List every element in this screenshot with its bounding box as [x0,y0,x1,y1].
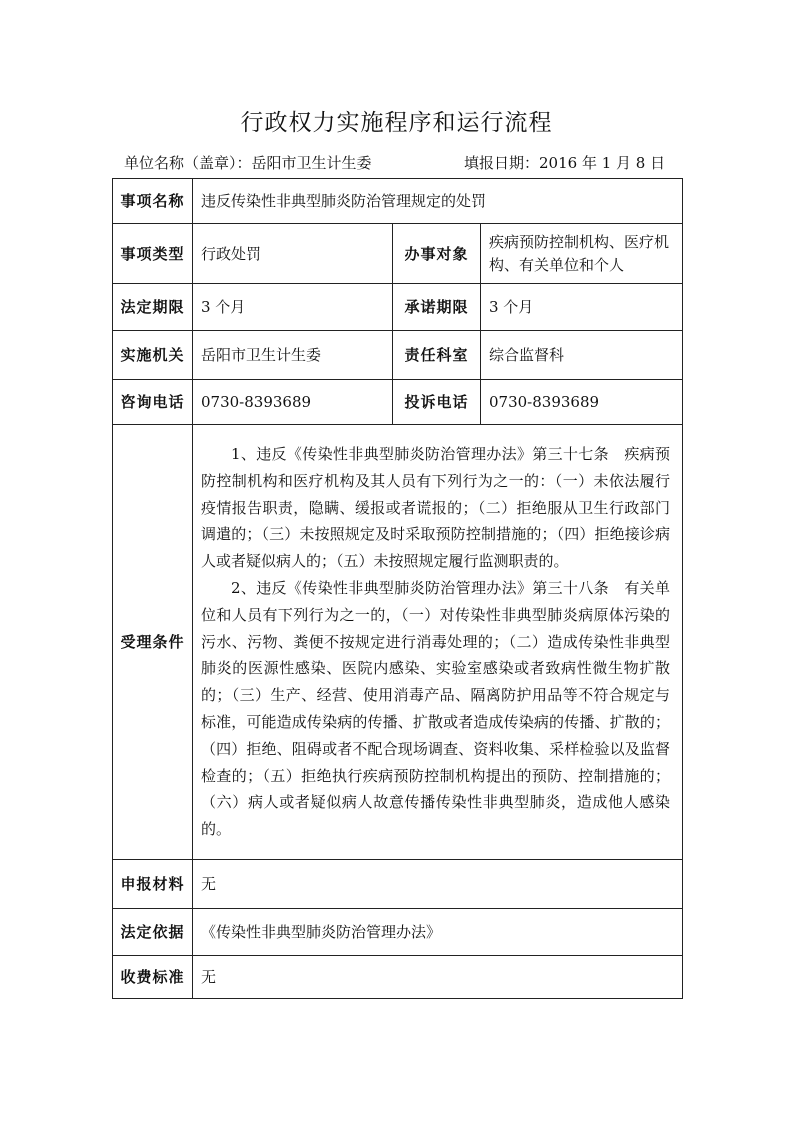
table-row [113,331,683,380]
unit-name: 单位名称（盖章）：岳阳市卫生计生委 [124,154,372,172]
item-name-label: 事项名称 [113,179,193,224]
materials-label: 申报材料 [113,859,193,908]
promised-period-label: 承诺期限 [393,284,481,331]
target-value: 疾病预防控制机构、医疗机构、有关单位和个人 [481,224,683,284]
consult-phone-label: 咨询电话 [113,380,193,425]
fee-standard-value: 无 [193,955,683,998]
item-type-label: 事项类型 [113,224,193,284]
agency-value: 岳阳市卫生计生委 [193,331,393,380]
item-type-value: 行政处罚 [193,224,393,284]
document-title: 行政权力实施程序和运行流程 [240,110,553,136]
department-label: 责任科室 [393,331,481,380]
fee-standard-label: 收费标准 [113,955,193,998]
materials-value: 无 [193,859,683,908]
table-row [113,380,683,425]
table-row [113,224,683,284]
item-name-value: 违反传染性非典型肺炎防治管理规定的处罚 [193,179,683,224]
table-row [113,859,683,908]
table-row [113,284,683,331]
header-info [124,152,684,172]
promised-period-value: 3 个月 [481,284,683,331]
table-row [113,179,683,224]
table-row [113,955,683,998]
conditions-paragraph: 2、违反《传染性非典型肺炎防治管理办法》第三十八条 有关单位和人员有下列行为之一的，（一）对传染性非典型肺炎病原体污染的污水、污物、粪便不按规定进行消毒处理的；（二）造成传染性非典型肺炎的医源性感染、医院内感染、实验室感染或者致病性微生物扩散的；（三）生产、经营、使用消毒产品、隔离防护用品等不符合规定与标准，可能造成传染病的传播、扩散或者造成传染病的传播、扩散的；（四）拒绝、阻碍或者不配合现场调查、资料收集、采样检验以及监督检查的；（五）拒绝执行疾病预防控制机构提出的预防、控制措施的；（六）病人或者疑似病人故意传播传染性非典型肺炎，造成他人感染的。 [201,578,670,839]
department-value: 综合监督科 [481,331,683,380]
process-table [112,178,683,999]
table-row [113,425,683,860]
agency-label: 实施机关 [113,331,193,380]
legal-basis-label: 法定依据 [113,908,193,955]
legal-period-label: 法定期限 [113,284,193,331]
table-row [113,908,683,955]
target-label: 办事对象 [393,224,481,284]
conditions-paragraph: 1、违反《传染性非典型肺炎防治管理办法》第三十七条 疾病预防控制机构和医疗机构及其人员有下列行为之一的：（一）未依法履行疫情报告职责，隐瞒、缓报或者谎报的；（二）拒绝服从卫生行政部门调遣的；（三）未按照规定及时采取预防控制措施的；（四）拒绝接诊病人或者疑似病人的；（五）未按照规定履行监测职责的。 [201,445,670,571]
conditions-label: 受理条件 [113,425,193,860]
legal-basis-value: 《传染性非典型肺炎防治管理办法》 [193,908,683,955]
complaint-phone-value: 0730-8393689 [481,380,683,425]
consult-phone-value: 0730-8393689 [193,380,393,425]
conditions-content [193,425,683,860]
complaint-phone-label: 投诉电话 [393,380,481,425]
legal-period-value: 3 个月 [193,284,393,331]
fill-date: 填报日期：2016 年 1 月 8 日 [464,154,666,172]
